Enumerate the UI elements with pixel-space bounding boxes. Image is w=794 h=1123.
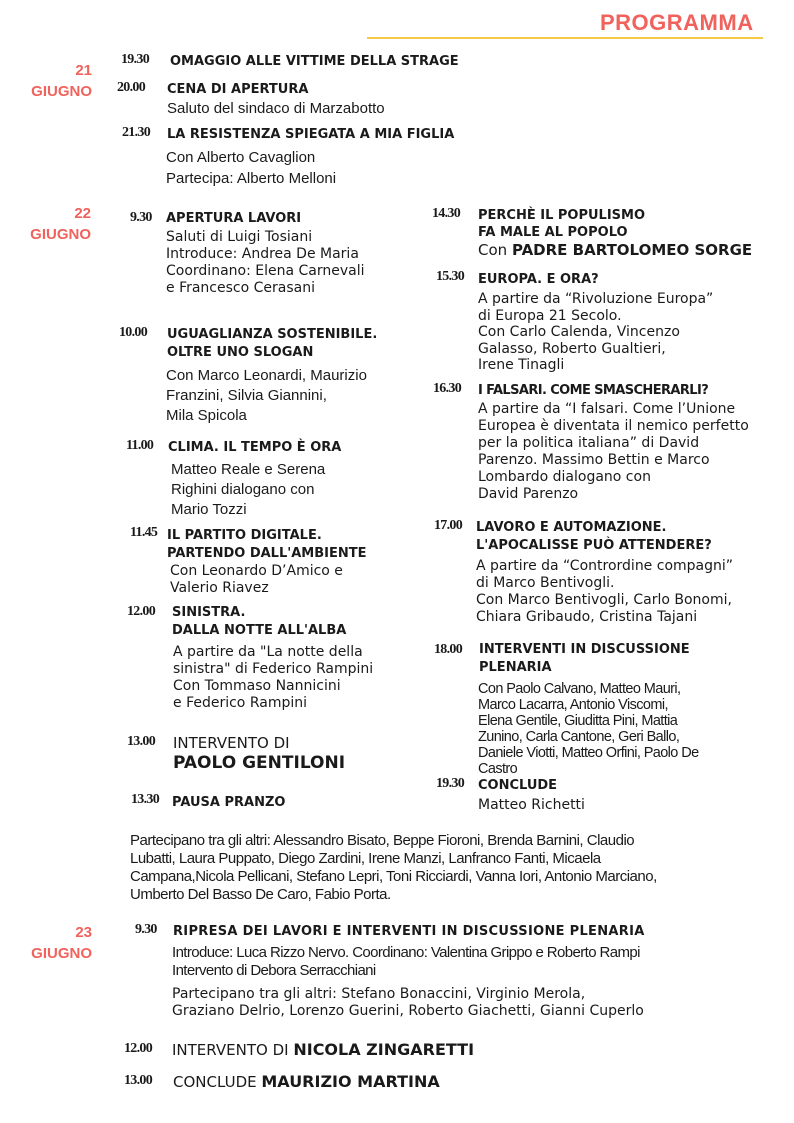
event-time: 19.30 [436,776,465,791]
event-title: INTERVENTI IN DISCUSSIONE PLENARIA [479,642,690,675]
event-description: Saluti di Luigi Tosiani Introduce: Andrea De Maria Coordinano: Elena Carnevali e Francesco Cerasani [166,229,365,296]
event-description: Con Marco Leonardi, Maurizio Franzini, Silvia Giannini, Mila Spicola [166,367,367,424]
date-month: GIUGNO [30,226,91,243]
event-description: Con Paolo Calvano, Matteo Mauri, Marco Lacarra, Antonio Viscomi, Elena Gentile, Giuditta Pini, Mattia Zunino, Carla Cantone, Geri Ballo, Daniele Viotti, Matteo Orfini, Paolo De Castro [478,681,699,777]
event-time: 10.00 [119,325,148,340]
event-time: 11.00 [126,438,154,453]
event-title: EUROPA. E ORA? [478,272,599,287]
speaker-prefix: Con [478,241,508,259]
date-month: GIUGNO [31,945,92,962]
event-time: 14.30 [432,206,461,221]
event-description: Matteo Reale e Serena Righini dialogano con Mario Tozzi [171,461,326,518]
event-description: Con Leonardo D’Amico e Valerio Riavez [170,563,343,596]
speaker-name: PADRE BARTOLOMEO SORGE [511,241,753,259]
event-title: APERTURA LAVORI [166,211,302,226]
speaker-name: NICOLA ZINGARETTI [293,1040,475,1059]
event-time: 20.00 [117,80,146,95]
event-time: 21.30 [122,125,151,140]
event-speaker [173,733,345,773]
event-time: 15.30 [436,269,465,284]
date-day: 21 [75,62,92,79]
event-description: Introduce: Luca Rizzo Nervo. Coordinano: Valentina Grippo e Roberto Rampi Intervento di Debora Serracchiani [172,944,640,979]
event-time: 13.30 [131,792,160,807]
event-time: 19.30 [121,52,150,67]
date-day: 22 [74,205,91,222]
event-time: 16.30 [433,381,462,396]
date-day: 23 [75,924,92,941]
date-21-june [26,60,92,102]
date-month: GIUGNO [31,83,92,100]
event-title: RIPRESA DEI LAVORI E INTERVENTI IN DISCUSSIONE PLENARIA [173,924,645,939]
event-description: Saluto del sindaco di Marzabotto [167,100,385,117]
event-title: LAVORO E AUTOMAZIONE. L'APOCALISSE PUÒ ATTENDERE? [476,520,712,553]
event-description: A partire da "La notte della sinistra" di Federico Rampini Con Tommaso Nannicini e Federico Rampini [173,644,374,711]
participants-list: Partecipano tra gli altri: Alessandro Bisato, Beppe Fioroni, Brenda Barnini, Claudio Lubatti, Laura Puppato, Diego Zardini, Irene Manzi, Lanfranco Fanti, Micaela Campana,Nicola Pellicani, Stefano Lepri, Toni Ricciardi, Vanna Iori, Antonio Marciano, Umberto Del Basso De Caro, Fabio Porta. [130,832,657,903]
event-time: 9.30 [130,210,152,225]
event-time: 17.00 [434,518,463,533]
event-description: A partire da “Contrordine compagni” di Marco Bentivogli. Con Marco Bentivogli, Carlo Bonomi, Chiara Gribaudo, Cristina Tajani [476,558,734,625]
event-description: Con Alberto Cavaglion Partecipa: Alberto Melloni [166,149,337,187]
event-title: CONCLUDE [478,778,558,793]
speaker-name: MAURIZIO MARTINA [261,1072,440,1091]
event-title: OMAGGIO ALLE VITTIME DELLA STRAGE [170,54,459,69]
event-time: 11.45 [130,525,158,540]
header-rule [367,37,763,39]
event-speaker [172,1040,474,1059]
event-title: PERCHÈ IL POPULISMO FA MALE AL POPOLO [478,208,646,240]
event-time: 18.00 [434,642,463,657]
speaker-prefix: CONCLUDE [173,1073,257,1091]
event-title: I FALSARI. COME SMASCHERARLI? [478,383,709,398]
event-title: CLIMA. IL TEMPO È ORA [168,440,342,455]
date-23-june [26,922,92,964]
date-22-june [25,203,91,245]
event-title: IL PARTITO DIGITALE. PARTENDO DALL'AMBIENTE [167,528,367,561]
speaker-prefix: INTERVENTO DI [172,1041,289,1059]
participants-list: Partecipano tra gli altri: Stefano Bonaccini, Virginio Merola, Graziano Delrio, Lorenzo Guerini, Roberto Giachetti, Gianni Cuperlo [172,986,644,1019]
event-description: A partire da “Rivoluzione Europa” di Europa 21 Secolo. Con Carlo Calenda, Vincenzo Galasso, Roberto Gualtieri, Irene Tinagli [478,291,714,373]
event-title: CENA DI APERTURA [167,82,309,97]
event-time: 13.00 [124,1073,153,1088]
event-title: UGUAGLIANZA SOSTENIBILE. OLTRE UNO SLOGAN [167,327,378,360]
event-time: 13.00 [127,734,156,749]
page-title: PROGRAMMA [600,10,754,35]
event-time: 9.30 [135,922,157,937]
event-time: 12.00 [127,604,156,619]
event-description: Matteo Richetti [478,797,585,813]
speaker-prefix: INTERVENTO DI [173,734,290,752]
event-speaker [478,241,752,259]
event-time: 12.00 [124,1041,153,1056]
event-title: LA RESISTENZA SPIEGATA A MIA FIGLIA [167,127,455,142]
event-title: PAUSA PRANZO [172,795,286,810]
event-speaker [173,1072,440,1091]
speaker-name: PAOLO GENTILONI [173,753,346,773]
event-description: A partire da “I falsari. Come l’Unione Europea è diventata il nemico perfetto per la politica italiana” di David Parenzo. Massimo Bettin e Marco Lombardo dialogano con David Parenzo [478,401,749,502]
event-title: SINISTRA. DALLA NOTTE ALL'ALBA [172,605,347,638]
